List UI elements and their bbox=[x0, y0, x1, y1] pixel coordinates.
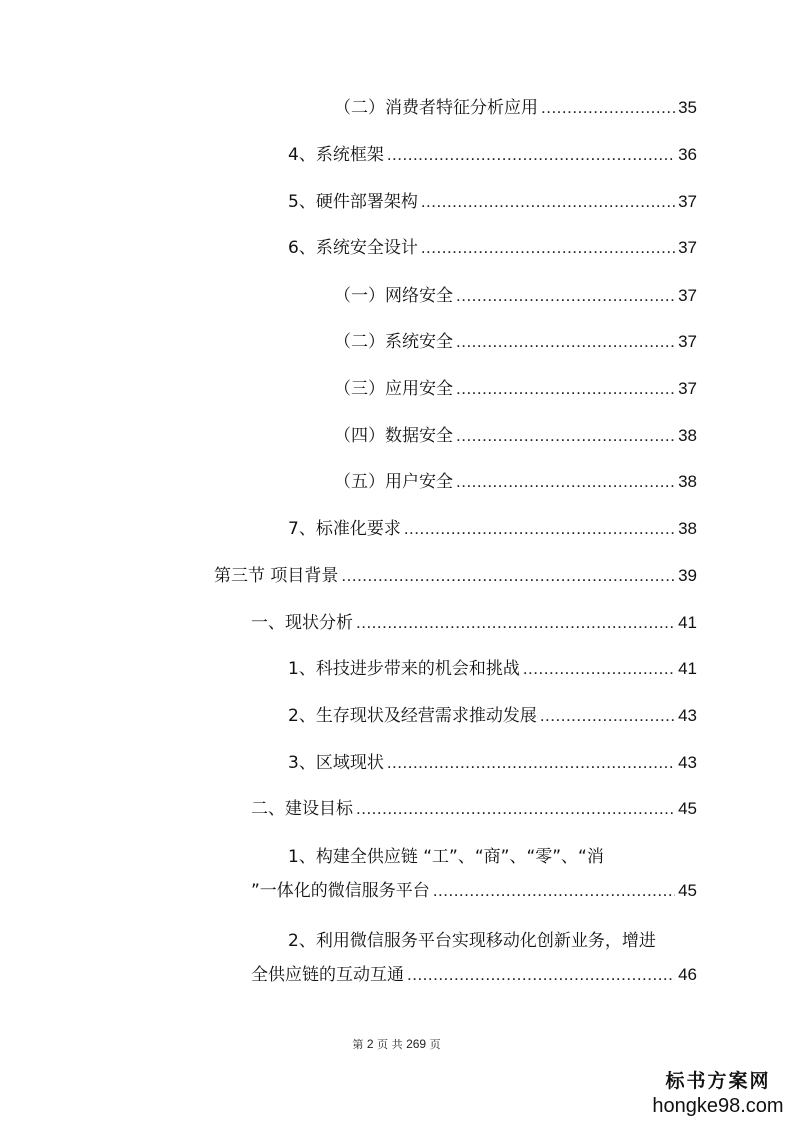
toc-page-number: 39 bbox=[678, 566, 697, 585]
toc-page-number: 37 bbox=[678, 332, 697, 351]
footer-total-pages: 269 bbox=[406, 1037, 427, 1051]
toc-entry[interactable] bbox=[288, 752, 697, 774]
toc-entry-text: 二、建设目标 bbox=[251, 799, 353, 819]
dot-leader bbox=[387, 752, 675, 774]
dot-leader bbox=[540, 705, 675, 727]
toc-page-number: 43 bbox=[678, 706, 697, 725]
toc-entry-text: 全供应链的互动互通 bbox=[251, 965, 404, 985]
toc-page-number: 37 bbox=[678, 238, 697, 257]
dot-leader bbox=[456, 331, 675, 353]
footer-prefix: 第 bbox=[352, 1038, 364, 1051]
toc-entry-text: （二）系统安全 bbox=[334, 332, 453, 352]
toc-page-number: 41 bbox=[678, 659, 697, 678]
dot-leader bbox=[456, 471, 675, 493]
toc-entry[interactable] bbox=[251, 880, 697, 902]
toc-entry-text: 第三节 项目背景 bbox=[214, 566, 339, 586]
toc-entry[interactable] bbox=[288, 705, 697, 727]
toc-page-number: 37 bbox=[678, 286, 697, 305]
watermark-logo bbox=[648, 1066, 788, 1118]
toc-entry[interactable] bbox=[334, 378, 697, 400]
toc-entry[interactable] bbox=[251, 798, 697, 820]
toc-entry-text: （三）应用安全 bbox=[334, 379, 453, 399]
page-footer bbox=[0, 1036, 793, 1052]
toc-entry[interactable] bbox=[288, 518, 697, 540]
toc-entry[interactable] bbox=[251, 612, 697, 634]
toc-entry[interactable] bbox=[251, 964, 697, 986]
toc-page-number: 45 bbox=[678, 799, 697, 818]
dot-leader bbox=[356, 612, 675, 634]
toc-entry-text: （二）消费者特征分析应用 bbox=[334, 98, 538, 118]
dot-leader bbox=[456, 378, 675, 400]
toc-page-number: 45 bbox=[678, 881, 697, 900]
toc-page-number: 43 bbox=[678, 753, 697, 772]
watermark-en-text: hongke98.com bbox=[652, 1095, 784, 1117]
footer-suffix: 页 bbox=[429, 1038, 441, 1051]
toc-page-number: 41 bbox=[678, 613, 697, 632]
toc-entry[interactable] bbox=[334, 285, 697, 307]
watermark-cn-text: 标书方案网 bbox=[665, 1070, 771, 1092]
toc-entry-text: （一）网络安全 bbox=[334, 286, 453, 306]
dot-leader bbox=[433, 880, 675, 902]
toc-entry-text: 1、科技进步带来的机会和挑战 bbox=[288, 659, 520, 679]
toc-entry[interactable] bbox=[334, 471, 697, 493]
toc-entry-text: （五）用户安全 bbox=[334, 472, 453, 492]
toc-entry[interactable] bbox=[288, 191, 697, 213]
dot-leader bbox=[523, 658, 675, 680]
footer-current-page: 2 bbox=[366, 1037, 374, 1051]
toc-entry-text: ”一体化的微信服务平台 bbox=[251, 881, 430, 901]
toc-entry[interactable] bbox=[334, 97, 697, 119]
toc-entry-text: 3、区域现状 bbox=[288, 753, 384, 773]
toc-entry-first-line[interactable]: 2、利用微信服务平台实现移动化创新业务，增进 bbox=[288, 931, 656, 951]
dot-leader bbox=[404, 518, 675, 540]
toc-entry[interactable] bbox=[214, 565, 697, 587]
toc-page-number: 38 bbox=[678, 472, 697, 491]
toc-page-number: 46 bbox=[678, 965, 697, 984]
dot-leader bbox=[421, 191, 675, 213]
toc-entry[interactable] bbox=[288, 658, 697, 680]
toc-entry[interactable] bbox=[334, 425, 697, 447]
dot-leader bbox=[341, 565, 675, 587]
toc-page-number: 36 bbox=[678, 145, 697, 164]
toc-page-number: 38 bbox=[678, 426, 697, 445]
dot-leader bbox=[541, 97, 675, 119]
toc-entry-text: 5、硬件部署架构 bbox=[288, 192, 418, 212]
toc-page-number: 38 bbox=[678, 519, 697, 538]
dot-leader bbox=[456, 285, 675, 307]
dot-leader bbox=[387, 144, 675, 166]
toc-entry-text: 2、生存现状及经营需求推动发展 bbox=[288, 706, 537, 726]
toc-entry-text: 一、现状分析 bbox=[251, 613, 353, 633]
toc-entry[interactable] bbox=[288, 237, 697, 259]
toc-entry-first-line[interactable]: 1、构建全供应链 “工”、“商”、“零”、“消 bbox=[288, 847, 604, 867]
dot-leader bbox=[356, 798, 675, 820]
dot-leader bbox=[456, 425, 675, 447]
toc-entry[interactable] bbox=[288, 144, 697, 166]
dot-leader bbox=[421, 237, 675, 259]
footer-middle: 页 共 bbox=[377, 1038, 403, 1051]
toc-page-number: 35 bbox=[678, 98, 697, 117]
toc-entry[interactable] bbox=[334, 331, 697, 353]
dot-leader bbox=[407, 964, 675, 986]
toc-entry-text: 4、系统框架 bbox=[288, 145, 384, 165]
toc-entry-text: 7、标准化要求 bbox=[288, 519, 401, 539]
toc-entry-text: （四）数据安全 bbox=[334, 426, 453, 446]
toc-page-number: 37 bbox=[678, 192, 697, 211]
toc-entry-text: 6、系统安全设计 bbox=[288, 238, 418, 258]
toc-page-number: 37 bbox=[678, 379, 697, 398]
